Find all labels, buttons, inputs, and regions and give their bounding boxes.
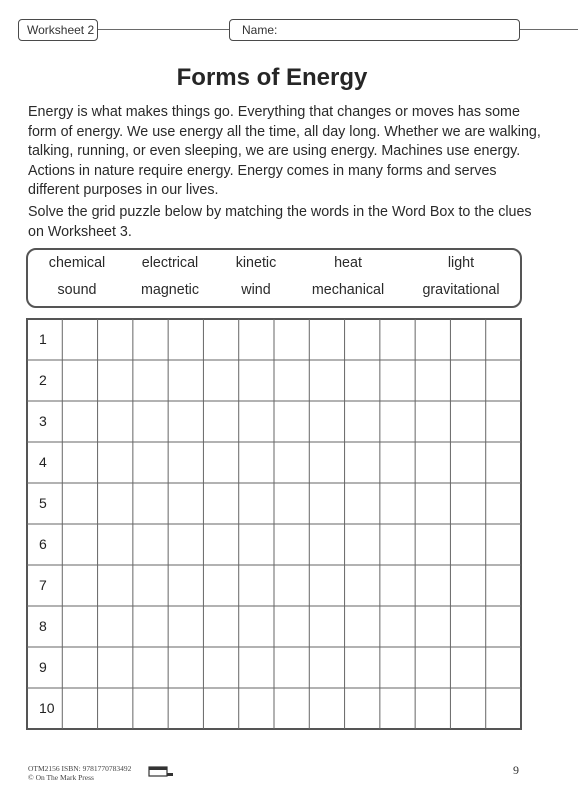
word-box-word: kinetic [235, 255, 277, 271]
grid-row-number: 10 [39, 699, 55, 716]
word-box-word: heat [334, 255, 362, 271]
word-box-word: wind [241, 282, 271, 298]
word-box-word: magnetic [140, 282, 200, 298]
word-box-word: electrical [141, 255, 199, 271]
grid-row-number: 3 [39, 412, 47, 429]
footer-copyright: © On The Mark Press [28, 773, 94, 782]
grid-row-number: 7 [39, 576, 47, 593]
word-box-word: light [447, 255, 475, 271]
grid-row-number: 5 [39, 494, 47, 511]
word-box-word: mechanical [311, 282, 385, 298]
worksheet-label: Worksheet 2 [18, 19, 98, 41]
page-title: Forms of Energy [176, 64, 368, 91]
page-number: 9 [513, 763, 519, 777]
grid-row-number: 9 [39, 658, 47, 675]
intro-paragraph: Energy is what makes things go. Everything that changes or moves has some form of energy. We use energy all the time, all day long. Whether we are walking, talking, running, or even sleeping, we are using energy. Machines use energy. Actions in nature require energy. Energy comes in many forms and serves different purposes in our lives. [28, 104, 541, 198]
word-box-word: sound [57, 282, 97, 298]
grid-row-number: 1 [39, 330, 47, 347]
grid-row-number: 6 [39, 535, 47, 552]
instruction-paragraph: Solve the grid puzzle below by matching the words in the Word Box to the clues on Worksheet 3. [28, 204, 532, 240]
name-field[interactable]: Name: [229, 19, 520, 41]
footer-isbn: OTM2156 ISBN: 9781770783492 [28, 764, 132, 773]
word-box-word: chemical [48, 255, 106, 271]
publisher-logo-icon [148, 765, 174, 779]
grid-row-number: 4 [39, 453, 47, 470]
word-box-word: gravitational [422, 282, 500, 298]
grid-row-number: 2 [39, 371, 47, 388]
grid-row-number: 8 [39, 617, 47, 634]
